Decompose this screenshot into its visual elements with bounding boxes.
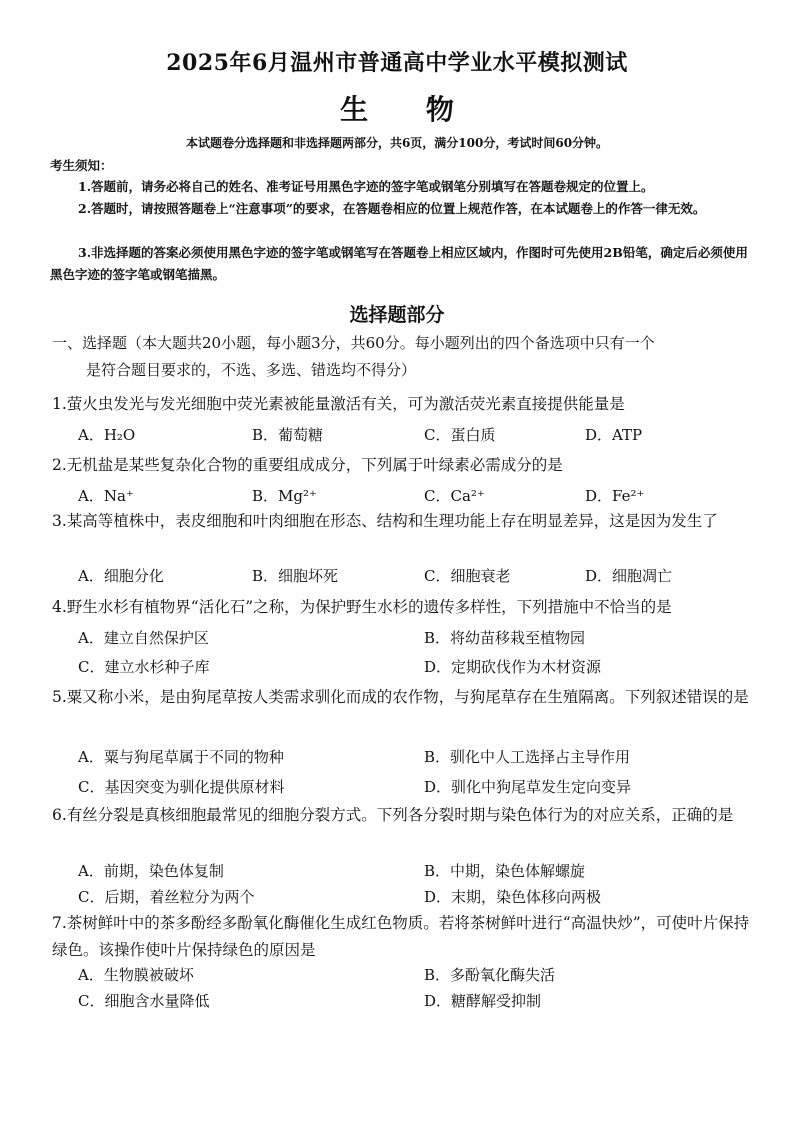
- exam-intro: 本试题卷分选择题和非选择题两部分，共6页，满分100分，考试时间60分钟。: [185, 136, 609, 150]
- question-4-options-row1: [78, 627, 758, 651]
- section-intro: [52, 330, 752, 384]
- question-stem: 野生水杉有植物界“活化石”之称，为保护野生水杉的遗传多样性，下列措施中不恰当的是: [66, 598, 672, 616]
- option-a: A．生物膜被破坏: [78, 966, 194, 984]
- option-d: D．细胞凋亡: [585, 567, 673, 585]
- question-7-options-row1: [78, 964, 758, 988]
- question-6-options-row1: [78, 860, 758, 884]
- option-b: B．细胞坏死: [252, 567, 339, 585]
- exam-title: 2025年6月温州市普通高中学业水平模拟测试: [166, 50, 628, 76]
- option-d: D．Fe²⁺: [585, 487, 645, 505]
- notes-heading: 考生须知：: [50, 158, 113, 173]
- option-d: D．ATP: [585, 426, 643, 444]
- section-intro-line: 一、选择题（本大题共20小题，每小题3分，共60分。每小题列出的四个备选项中只有一个: [52, 334, 655, 352]
- question-3: [52, 508, 752, 535]
- question-1: [52, 391, 752, 418]
- option-d: D．末期，染色体移向两极: [424, 888, 602, 906]
- question-1-options: [78, 424, 758, 448]
- section-intro-line: 是符合题目要求的，不选、多选、错选均不得分）: [86, 361, 417, 379]
- question-stem: 萤火虫发光与发光细胞中荧光素被能量激活有关，可为激活荧光素直接提供能量是: [66, 395, 625, 413]
- option-c: C．后期，着丝粒分为两个: [78, 888, 255, 906]
- note-item: 2.答题时，请按照答题卷上“注意事项”的要求，在答题卷相应的位置上规范作答，在本试题卷上的作答一律无效。: [78, 201, 706, 216]
- question-stem: 茶树鲜叶中的茶多酚经多酚氧化酶催化生成红色物质。若将茶树鲜叶进行“高温快炒”，可使叶片保持绿色。该操作使叶片保持绿色的原因是: [52, 914, 750, 959]
- note-item: 3.非选择题的答案必须使用黑色字迹的签字笔或钢笔写在答题卷上相应区域内，作图时可先使用2B铅笔，确定后必须使用黑色字迹的签字笔或钢笔描黑。: [50, 245, 748, 282]
- option-a: A．H₂O: [78, 426, 136, 444]
- option-a: A．前期，染色体复制: [78, 862, 224, 880]
- question-7: [52, 910, 752, 964]
- question-7-options-row2: [78, 990, 758, 1014]
- question-number: 5.: [52, 688, 67, 706]
- question-6-options-row2: [78, 886, 758, 910]
- option-c: C．细胞衰老: [424, 567, 511, 585]
- option-b: B．Mg²⁺: [252, 487, 317, 505]
- question-number: 1.: [52, 395, 67, 413]
- option-c: C．基因突变为驯化提供原材料: [78, 778, 285, 796]
- option-d: D．驯化中狗尾草发生定向变异: [424, 778, 632, 796]
- option-a: A．细胞分化: [78, 567, 164, 585]
- option-a: A．粟与狗尾草属于不同的物种: [78, 748, 284, 766]
- question-stem: 无机盐是某些复杂化合物的重要组成成分，下列属于叶绿素必需成分的是: [66, 456, 563, 474]
- question-number: 3.: [52, 512, 67, 530]
- option-c: C．细胞含水量降低: [78, 992, 210, 1010]
- option-d: D．糖酵解受抑制: [424, 992, 542, 1010]
- question-number: 4.: [52, 598, 67, 616]
- option-c: C．蛋白质: [424, 426, 496, 444]
- question-number: 7.: [52, 914, 67, 932]
- question-2: [52, 452, 752, 479]
- option-b: B．葡萄糖: [252, 426, 324, 444]
- question-3-options: [78, 565, 758, 589]
- question-stem: 某高等植株中，表皮细胞和叶肉细胞在形态、结构和生理功能上存在明显差异，这是因为发生了: [66, 512, 718, 530]
- option-c: C．Ca²⁺: [424, 487, 485, 505]
- question-2-options: [78, 485, 758, 509]
- option-c: C．建立水杉种子库: [78, 658, 210, 676]
- question-number: 6.: [52, 806, 67, 824]
- question-6: [52, 802, 752, 829]
- section-title: 选择题部分: [349, 304, 445, 326]
- option-b: B．多酚氧化酶失活: [424, 966, 556, 984]
- question-5: [52, 684, 752, 711]
- option-d: D．定期砍伐作为木材资源: [424, 658, 602, 676]
- subject-title: 生 物: [340, 93, 478, 126]
- question-5-options-row1: [78, 746, 758, 770]
- note-item: 1.答题前，请务必将自己的姓名、准考证号用黑色字迹的签字笔或钢笔分别填写在答题卷规定的位置上。: [78, 179, 654, 194]
- question-stem: 粟又称小米，是由狗尾草按人类需求驯化而成的农作物，与狗尾草存在生殖隔离。下列叙述错误的是: [66, 688, 749, 706]
- question-4-options-row2: [78, 656, 758, 680]
- question-stem: 有丝分裂是真核细胞最常见的细胞分裂方式。下列各分裂时期与染色体行为的对应关系，正确的是: [66, 806, 734, 824]
- option-a: A．Na⁺: [78, 487, 134, 505]
- option-b: B．将幼苗移栽至植物园: [424, 629, 586, 647]
- question-number: 2.: [52, 456, 67, 474]
- option-b: B．中期，染色体解螺旋: [424, 862, 586, 880]
- question-4: [52, 594, 752, 621]
- question-5-options-row2: [78, 776, 758, 800]
- option-b: B．驯化中人工选择占主导作用: [424, 748, 631, 766]
- option-a: A．建立自然保护区: [78, 629, 209, 647]
